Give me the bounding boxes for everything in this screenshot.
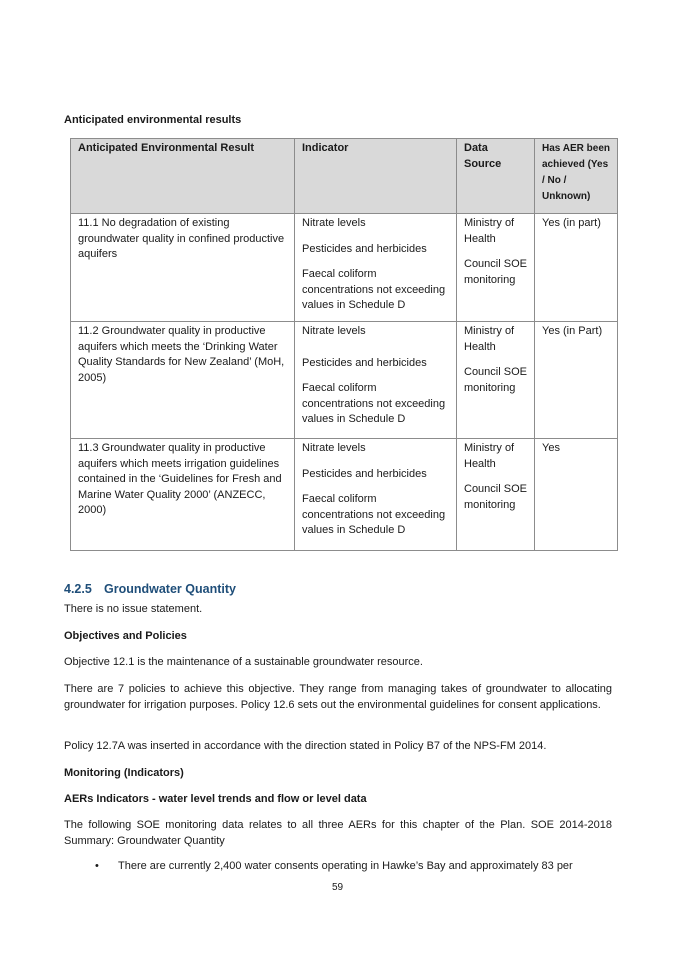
indicator-cell	[295, 322, 457, 439]
result-cell: 11.3 Groundwater quality in productive aquifers which meets irrigation guidelines contained in the ‘Guidelines for Fresh and Marine Water Quality 2000’ (ANZECC, 2000)	[71, 439, 295, 551]
section-number: 4.2.5	[64, 582, 92, 596]
indicator-faecal: Faecal coliform concentrations not exceeding values in Schedule D	[302, 268, 446, 311]
result-cell: 11.2 Groundwater quality in productive aquifers which meets the ‘Drinking Water Quality Standards for New Zealand’ (MoH, 2005)	[71, 322, 295, 439]
aer-table	[70, 138, 618, 551]
issue-statement: There is no issue statement.	[64, 603, 203, 615]
policies-paragraph: There are 7 policies to achieve this objective. They range from managing takes of groundwater to allocating groundwater for irrigation purposes. Policy 12.6 sets out the environmental guidelines for consent applications.	[64, 683, 612, 711]
indicator-nitrate: Nitrate levels	[302, 442, 366, 454]
indicator-nitrate: Nitrate levels	[302, 325, 366, 337]
table-header-row	[71, 139, 618, 214]
table-row	[71, 322, 618, 439]
result-cell: 11.1 No degradation of existing groundwater quality in confined productive aquifers	[71, 214, 295, 322]
source-ministry: Ministry of Health	[464, 325, 515, 353]
achieved-cell: Yes	[535, 439, 618, 551]
aers-indicators-heading: AERs Indicators - water level trends and flow or level data	[64, 793, 367, 805]
objective-paragraph: Objective 12.1 is the maintenance of a sustainable groundwater resource.	[64, 656, 423, 668]
page-number: 59	[331, 882, 344, 893]
source-council: Council SOE monitoring	[464, 258, 527, 286]
indicator-faecal: Faecal coliform concentrations not exceeding values in Schedule D	[302, 382, 446, 425]
source-council: Council SOE monitoring	[464, 483, 527, 511]
section-title: Groundwater Quantity	[104, 582, 236, 596]
source-council: Council SOE monitoring	[464, 366, 527, 394]
policy-insert-paragraph: Policy 12.7A was inserted in accordance with the direction stated in Policy B7 of the NPS-FM 2014.	[64, 740, 547, 752]
header-data-source: Data Source	[457, 139, 535, 214]
indicator-pesticides: Pesticides and herbicides	[302, 242, 427, 255]
achieved-cell: Yes (in Part)	[535, 322, 618, 439]
header-indicator: Indicator	[295, 139, 457, 214]
indicator-pesticides: Pesticides and herbicides	[302, 467, 427, 480]
achieved-cell: Yes (in part)	[535, 214, 618, 322]
objectives-heading: Objectives and Policies	[64, 630, 187, 642]
soe-paragraph: The following SOE monitoring data relates to all three AERs for this chapter of the Plan. SOE 2014-2018 Summary: Groundwater Quantity	[64, 819, 612, 847]
indicator-cell	[295, 214, 457, 322]
source-ministry: Ministry of Health	[464, 217, 515, 245]
bullet-icon: •	[95, 860, 99, 872]
table-row	[71, 439, 618, 551]
anticipated-results-heading: Anticipated environmental results	[64, 114, 242, 126]
header-achieved: Has AER been achieved (Yes / No / Unknown)	[535, 139, 618, 214]
bullet-text: There are currently 2,400 water consents operating in Hawke’s Bay and approximately 83 per	[118, 860, 573, 872]
source-cell	[457, 439, 535, 551]
indicator-faecal: Faecal coliform concentrations not exceeding values in Schedule D	[302, 493, 446, 536]
indicator-pesticides: Pesticides and herbicides	[302, 356, 427, 369]
header-result: Anticipated Environmental Result	[71, 139, 295, 214]
source-cell	[457, 214, 535, 322]
section-heading	[64, 582, 236, 596]
table-row	[71, 214, 618, 322]
indicator-cell	[295, 439, 457, 551]
source-ministry: Ministry of Health	[464, 442, 515, 470]
source-cell	[457, 322, 535, 439]
indicator-nitrate: Nitrate levels	[302, 217, 366, 229]
monitoring-heading: Monitoring (Indicators)	[64, 767, 184, 779]
